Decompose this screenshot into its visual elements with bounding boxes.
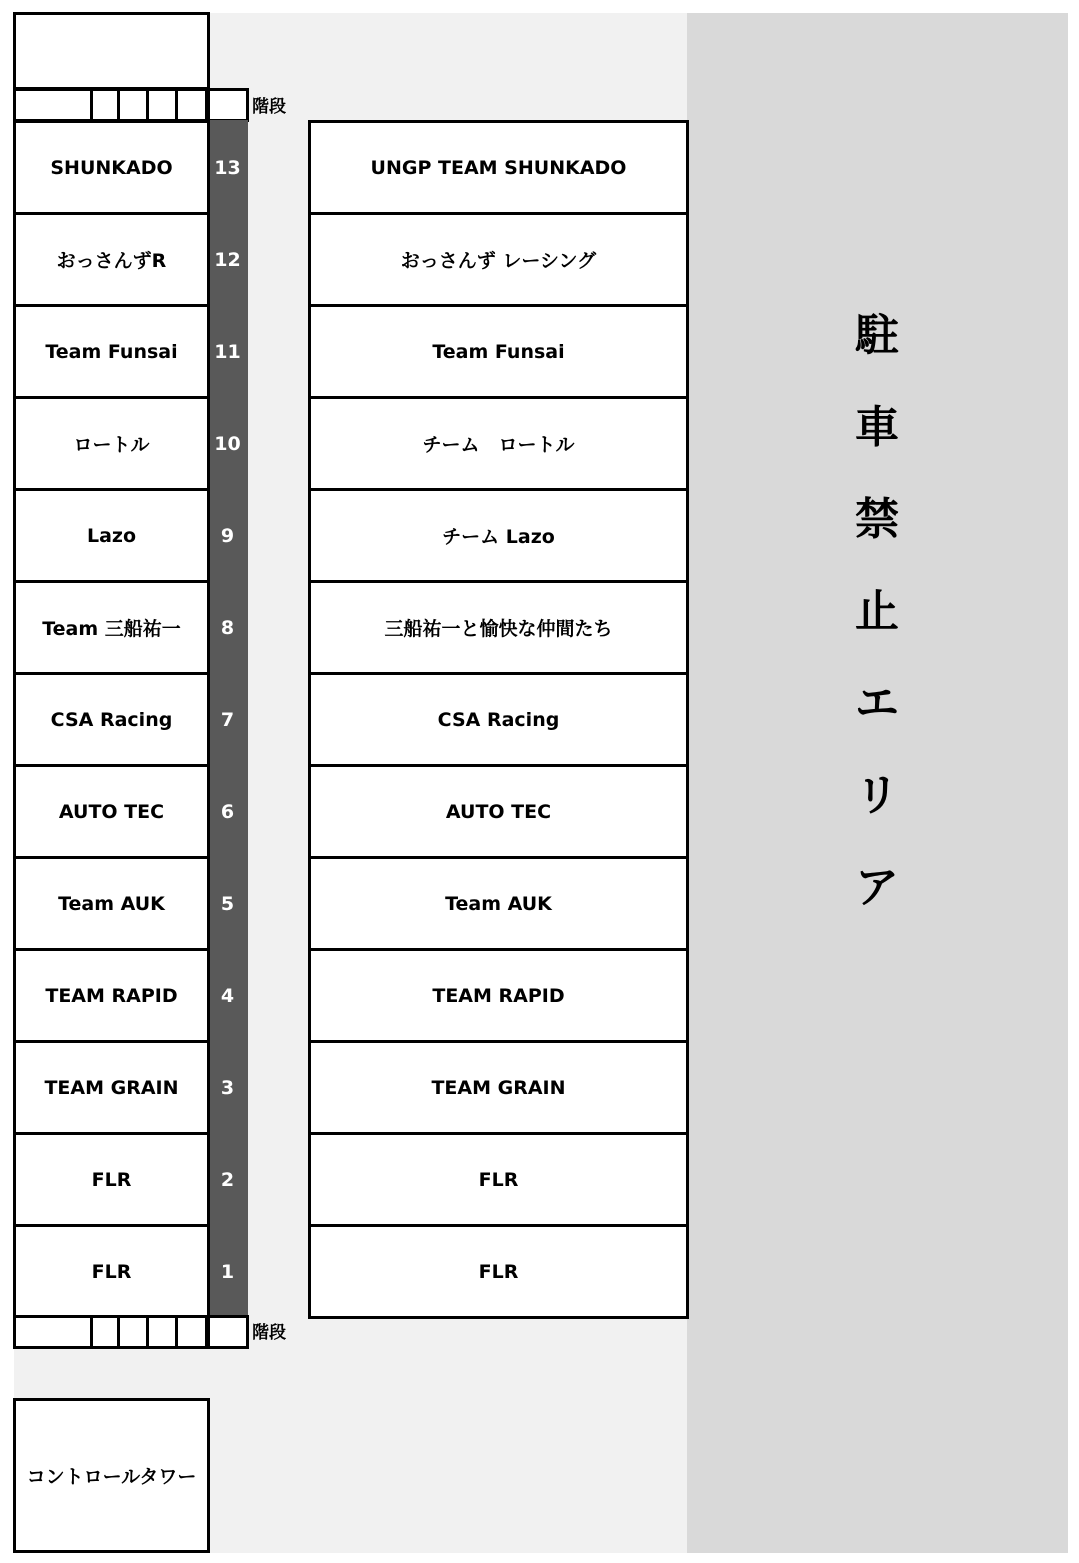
pit-team-name: Team AUK [308, 856, 689, 951]
no-parking-char: 駐 [855, 310, 899, 361]
pit-short-name: Team AUK [13, 856, 210, 951]
pit-team-name: UNGP TEAM SHUNKADO [308, 120, 689, 215]
pit-team-name: チーム Lazo [308, 488, 689, 583]
pit-number: 3 [220, 1076, 235, 1099]
control-tower: コントロールタワー [13, 1398, 210, 1553]
pit-short-name: Team Funsai [13, 304, 210, 399]
no-parking-char: リ [855, 770, 899, 821]
pit-team-name: FLR [308, 1224, 689, 1319]
pit-short-name: Team 三船祐一 [13, 580, 210, 675]
pit-number: 9 [220, 524, 235, 547]
pit-team-name: Team Funsai [308, 304, 689, 399]
top-building [13, 12, 210, 90]
pit-number: 13 [214, 156, 241, 179]
no-parking-char: 車 [855, 402, 899, 453]
pit-team-name: TEAM GRAIN [308, 1040, 689, 1135]
pit-team-name: CSA Racing [308, 672, 689, 767]
no-parking-char: 止 [855, 586, 899, 637]
pit-short-name: Lazo [13, 488, 210, 583]
pit-number: 1 [220, 1260, 235, 1283]
pit-team-name: AUTO TEC [308, 764, 689, 859]
pit-short-name: AUTO TEC [13, 764, 210, 859]
pit-team-name: 三船祐一と愉快な仲間たち [308, 580, 689, 675]
pit-number: 8 [220, 616, 235, 639]
pit-team-name: FLR [308, 1132, 689, 1227]
no-parking-char: エ [855, 678, 899, 729]
pit-number: 2 [220, 1168, 235, 1191]
pit-number: 10 [214, 432, 241, 455]
stairs-label-top: 階段 [252, 97, 286, 117]
pit-short-name: FLR [13, 1224, 210, 1319]
stairs-label-bottom: 階段 [252, 1323, 286, 1343]
no-parking-label [827, 310, 927, 914]
pit-number: 4 [220, 984, 235, 1007]
pit-short-name: CSA Racing [13, 672, 210, 767]
pit-short-name: FLR [13, 1132, 210, 1227]
stairs-top [13, 88, 249, 122]
pit-number: 5 [220, 892, 235, 915]
pit-short-name: おっさんずR [13, 212, 210, 307]
pit-short-name: SHUNKADO [13, 120, 210, 215]
no-parking-char: ア [855, 862, 899, 913]
pit-number: 11 [214, 340, 241, 363]
pit-number: 12 [214, 248, 241, 271]
stairs-bottom [13, 1315, 249, 1349]
pit-short-name: ロートル [13, 396, 210, 491]
pit-team-name: TEAM RAPID [308, 948, 689, 1043]
pit-short-name: TEAM RAPID [13, 948, 210, 1043]
pit-number: 6 [220, 800, 235, 823]
pit-number: 7 [220, 708, 235, 731]
pit-team-name: おっさんず レーシング [308, 212, 689, 307]
no-parking-char: 禁 [855, 494, 899, 545]
pit-team-name: チーム ロートル [308, 396, 689, 491]
pit-short-name: TEAM GRAIN [13, 1040, 210, 1135]
